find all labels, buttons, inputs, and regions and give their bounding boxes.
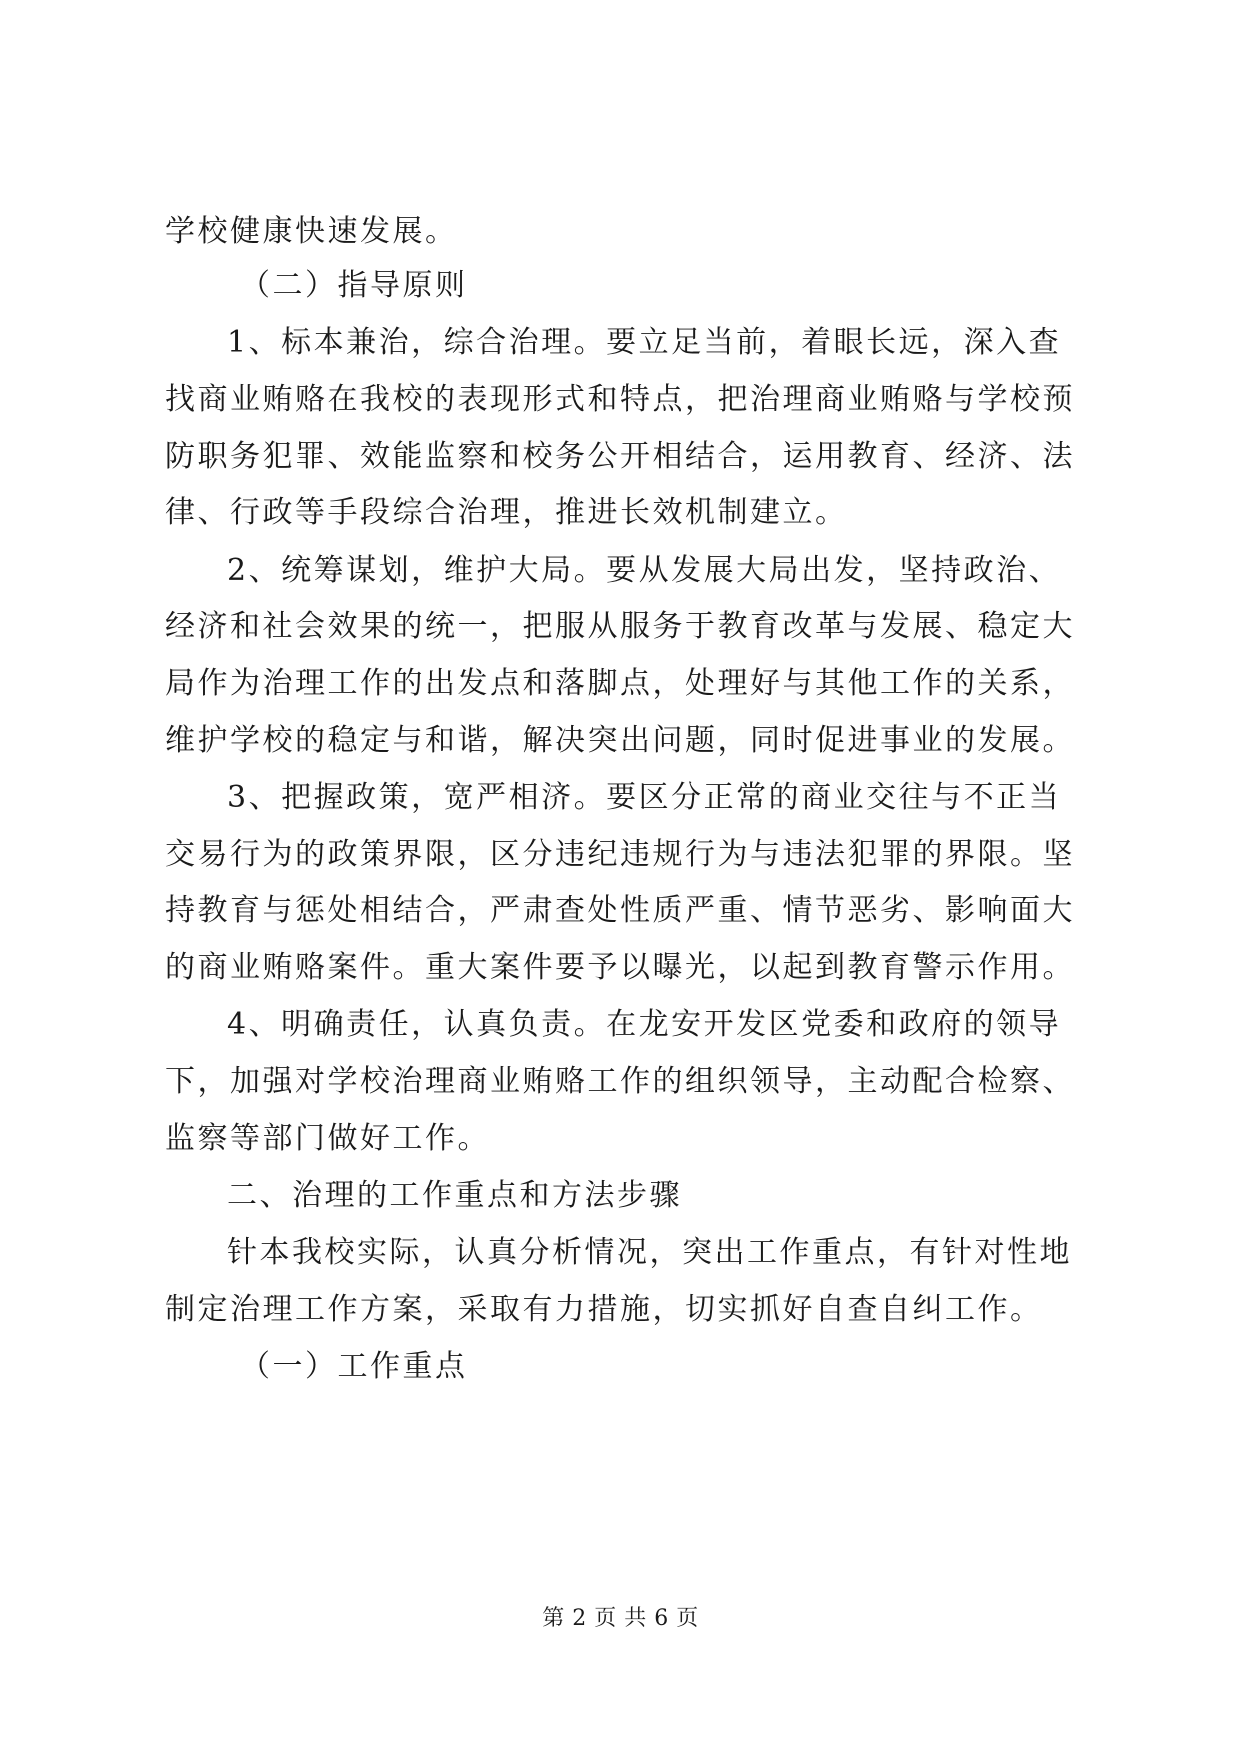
section-heading-guiding-principles: （二）指导原则 <box>240 268 468 303</box>
text-line-12: 交易行为的政策界限，区分违纪违规行为与违法犯罪的界限。坚 <box>165 837 1075 872</box>
text-line-20: 制定治理工作方案，采取有力措施，切实抓好自查自纠工作。 <box>165 1292 1043 1327</box>
text-line-8: 经济和社会效果的统一，把服从服务于教育改革与发展、稳定大 <box>165 609 1075 644</box>
text-line-9: 局作为治理工作的出发点和落脚点，处理好与其他工作的关系， <box>165 666 1075 701</box>
text-line-1: 学校健康快速发展。 <box>165 214 458 249</box>
text-line-3: 1、标本兼治，综合治理。要立足当前，着眼长远，深入查 <box>227 325 1062 360</box>
text-line-4: 找商业贿赂在我校的表现形式和特点，把治理商业贿赂与学校预 <box>165 382 1075 417</box>
section-heading-work-focus: （一）工作重点 <box>240 1349 468 1384</box>
text-line-19: 针本我校实际，认真分析情况，突出工作重点，有针对性地 <box>227 1235 1072 1270</box>
text-line-15: 4、明确责任，认真负责。在龙安开发区党委和政府的领导 <box>227 1007 1062 1042</box>
text-line-10: 维护学校的稳定与和谐，解决突出问题，同时促进事业的发展。 <box>165 723 1075 758</box>
text-line-11: 3、把握政策，宽严相济。要区分正常的商业交往与不正当 <box>227 780 1062 815</box>
text-line-17: 监察等部门做好工作。 <box>165 1121 490 1156</box>
text-line-6: 律、行政等手段综合治理，推进长效机制建立。 <box>165 495 848 530</box>
text-line-14: 的商业贿赂案件。重大案件要予以曝光，以起到教育警示作用。 <box>165 950 1075 985</box>
section-heading-work-focus-and-steps: 二、治理的工作重点和方法步骤 <box>227 1178 682 1213</box>
text-line-7: 2、统筹谋划，维护大局。要从发展大局出发，坚持政治、 <box>227 553 1062 588</box>
text-line-13: 持教育与惩处相结合，严肃查处性质严重、情节恶劣、影响面大 <box>165 893 1075 928</box>
text-line-16: 下，加强对学校治理商业贿赂工作的组织领导，主动配合检察、 <box>165 1064 1075 1099</box>
text-line-5: 防职务犯罪、效能监察和校务公开相结合，运用教育、经济、法 <box>165 439 1075 474</box>
page-number-footer: 第 2 页 共 6 页 <box>542 1606 699 1631</box>
